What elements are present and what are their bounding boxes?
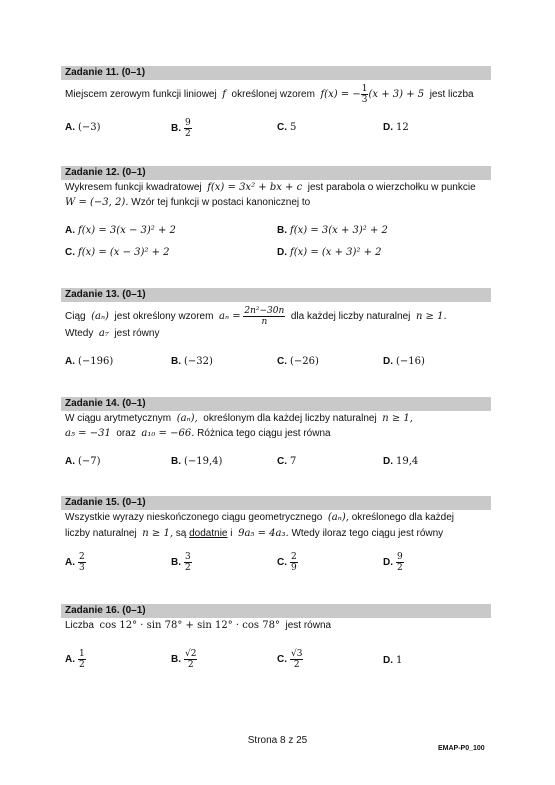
- task-12: [61, 166, 491, 258]
- answer-c: C. (−26): [277, 356, 319, 367]
- task-13: [61, 288, 491, 367]
- task-14-question-line1: W ciągu arytmetycznym (aₙ), określonym dla każdej liczby naturalnej n ≥ 1,: [65, 413, 413, 424]
- task-14-question-line2: a₅ = −31 oraz a₁₀ = −66. Różnica tego ciągu jest równa: [65, 428, 331, 439]
- answer-a: A. (−3): [65, 122, 101, 133]
- task-16-header: Zadanie 16. (0–1): [61, 604, 491, 618]
- task-16: [61, 604, 491, 670]
- task-16-question: Liczba cos 12° · sin 78° + sin 12° · cos 78° jest równa: [65, 620, 332, 631]
- answer-d: D. $\frac{9}{2}$: [383, 552, 403, 573]
- task-14: [61, 397, 491, 467]
- fraction: $\frac{1}{3}$: [361, 84, 368, 105]
- page-number: Strona 8 z 25: [247, 735, 308, 746]
- task-12-question-line1: Wykresem funkcji kwadratowej f(x) = 3x² + bx + c jest parabola o wierzchołku w punkcie: [65, 182, 476, 193]
- answer-d: D. f(x) = (x + 3)² + 2: [277, 247, 382, 258]
- answer-a: A. f(x) = 3(x − 3)² + 2: [65, 225, 176, 236]
- answer-b: B. f(x) = 3(x + 3)² + 2: [277, 225, 388, 236]
- answer-a: A. $\frac{2}{3}$: [65, 552, 85, 573]
- answer-d: D. 12: [383, 122, 409, 133]
- answer-c: C. 5: [277, 122, 297, 133]
- task-13-question-line2: Wtedy a₇ jest równy: [65, 328, 160, 339]
- answer-a: A. $\frac{1}{2}$: [65, 649, 85, 670]
- answer-d: D. 19,4: [383, 456, 419, 467]
- answer-b: B. $\frac{9}{2}$: [171, 118, 191, 139]
- answer-c: C. $\frac{√3}{2}$: [277, 649, 303, 670]
- task-11-header: Zadanie 11. (0–1): [61, 66, 491, 80]
- task-11-question: Miejscem zerowym funkcji liniowej f określonej wzorem f(x) = − $\frac{1}{3}$ (x + 3) + 5 jest liczba: [65, 84, 474, 105]
- fraction: $\frac{\text{2n²−30n}}{n}$: [244, 306, 285, 327]
- task-15-question-line1: Wszystkie wyrazy nieskończonego ciągu geometrycznego (aₙ), określonego dla każdej: [65, 512, 454, 523]
- task-14-header: Zadanie 14. (0–1): [61, 397, 491, 411]
- exam-code: EMAP-P0_100: [438, 745, 485, 752]
- answer-c: C. $\frac{2}{9}$: [277, 552, 297, 573]
- answer-c: C. f(x) = (x − 3)² + 2: [65, 247, 170, 258]
- task-12-header: Zadanie 12. (0–1): [61, 166, 491, 180]
- task-15: [61, 496, 491, 573]
- task-15-question-line2: liczby naturalnej n ≥ 1, są dodatnie i 9a₅ = 4a₃. Wtedy iloraz tego ciągu jest równy: [65, 528, 444, 539]
- task-11: [61, 66, 491, 139]
- answer-d: D. (−16): [383, 356, 425, 367]
- answer-b: B. $\frac{3}{2}$: [171, 552, 191, 573]
- task-15-header: Zadanie 15. (0–1): [61, 496, 491, 510]
- task-13-question-line1: Ciąg (aₙ) jest określony wzorem aₙ = $\frac{\text{2n²−30n}}{n}$ dla każdej liczby naturalnej n ≥ 1.: [65, 306, 447, 327]
- answer-b: B. (−32): [171, 356, 213, 367]
- answer-d: D. 1: [383, 655, 403, 666]
- task-12-question-line2: W = (−3, 2). Wzór tej funkcji w postaci kanonicznej to: [65, 197, 311, 208]
- answer-c: C. 7: [277, 456, 297, 467]
- answer-a: A. (−196): [65, 356, 114, 367]
- task-13-header: Zadanie 13. (0–1): [61, 288, 491, 302]
- answer-a: A. (−7): [65, 456, 101, 467]
- answer-b: B. (−19,4): [171, 456, 223, 467]
- answer-b: B. $\frac{√2}{2}$: [171, 649, 197, 670]
